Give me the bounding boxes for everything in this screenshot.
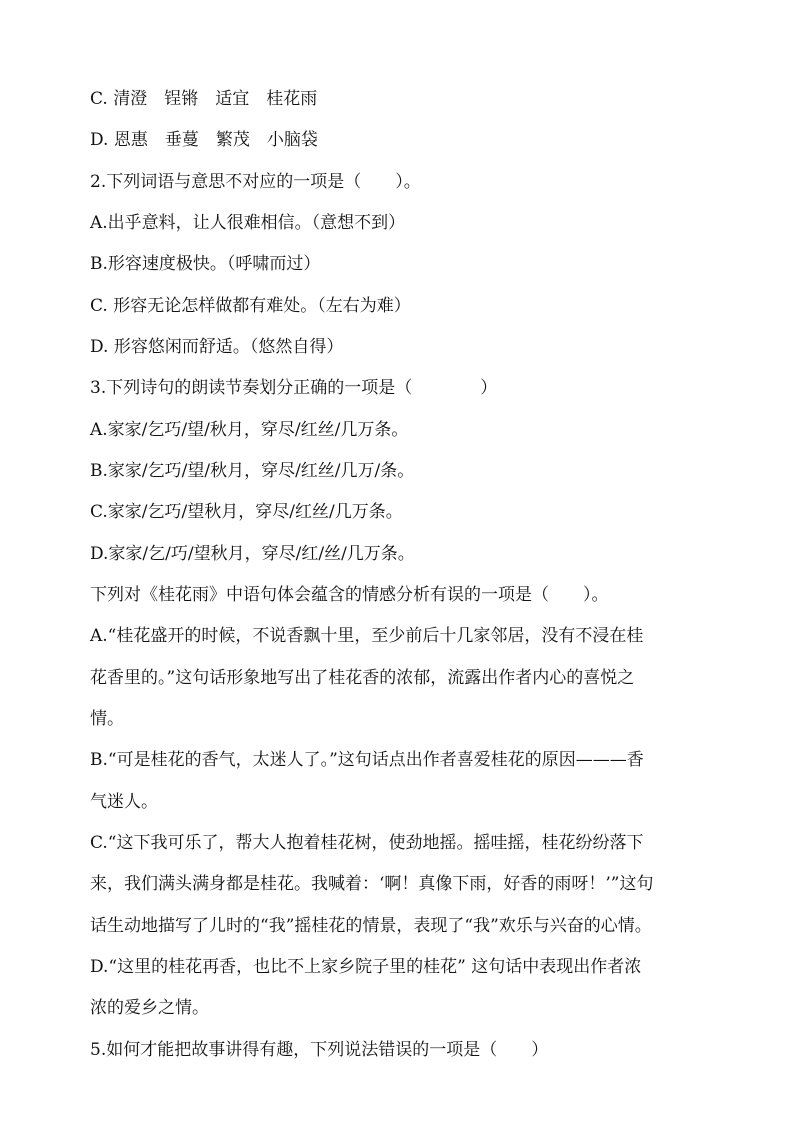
q2-option-c: C. 形容无论怎样做都有难处。（左右为难）: [90, 296, 411, 316]
question-2: 2.下列词语与意思不对应的一项是（ ）。: [90, 172, 421, 192]
q4-option-c-line-2: 来，我们满头满身都是桂花。我喊着：‘啊！真像下雨，好香的雨呀！’”这句: [90, 874, 654, 894]
q3-option-b: B.家家/乞巧/望/秋月，穿尽/红丝/几万/条。: [90, 461, 415, 481]
question-3: 3.下列诗句的朗读节奏划分正确的一项是（ ）: [90, 378, 498, 398]
q4-option-b-line-2: 气迷人。: [90, 792, 158, 812]
q2-option-d: D. 形容悠闲而舒适。（悠然自得）: [90, 337, 344, 357]
q4-option-b-line-1: B.“可是桂花的香气，太迷人了。”这句话点出作者喜爱桂花的原因———香: [90, 750, 644, 770]
q4-option-c-line-3: 话生动地描写了儿时的“我”摇桂花的情景，表现了“我”欢乐与兴奋的心情。: [90, 916, 652, 936]
q3-option-c: C.家家/乞巧/望秋月，穿尽/红丝/几万条。: [90, 502, 403, 522]
q4-option-a-line-2: 花香里的。”这句话形象地写出了桂花香的浓郁，流露出作者内心的喜悦之: [90, 668, 635, 688]
q4-option-d-line-1: D.“这里的桂花再香，也比不上家乡院子里的桂花” 这句话中表现出作者浓: [90, 957, 642, 977]
option-d-words: D. 恩惠 垂蔓 繁茂 小脑袋: [90, 130, 318, 150]
q3-option-a: A.家家/乞巧/望/秋月，穿尽/红丝/几万条。: [90, 420, 409, 440]
question-5: 5.如何才能把故事讲得有趣，下列说法错误的一项是（ ）: [90, 1040, 549, 1060]
q4-option-a-line-3: 情。: [90, 709, 124, 729]
q4-option-c-line-1: C.“这下我可乐了，帮大人抱着桂花树，使劲地摇。摇哇摇，桂花纷纷落下: [90, 833, 644, 853]
option-c-words: C. 清澄 锃锵 适宜 桂花雨: [90, 89, 318, 109]
q4-option-d-line-2: 浓的爱乡之情。: [90, 998, 209, 1018]
q3-option-d: D.家家/乞/巧/望秋月，穿尽/红/丝/几万条。: [90, 544, 415, 564]
q2-option-b: B.形容速度极快。（呼啸而过）: [90, 254, 321, 274]
question-4: 下列对《桂花雨》中语句体会蕴含的情感分析有误的一项是（ ）。: [90, 585, 609, 605]
q2-option-a: A.出乎意料，让人很难相信。（意想不到）: [90, 213, 406, 233]
q4-option-a-line-1: A.“桂花盛开的时候，不说香飘十里，至少前后十几家邻居，没有不浸在桂: [90, 626, 644, 646]
